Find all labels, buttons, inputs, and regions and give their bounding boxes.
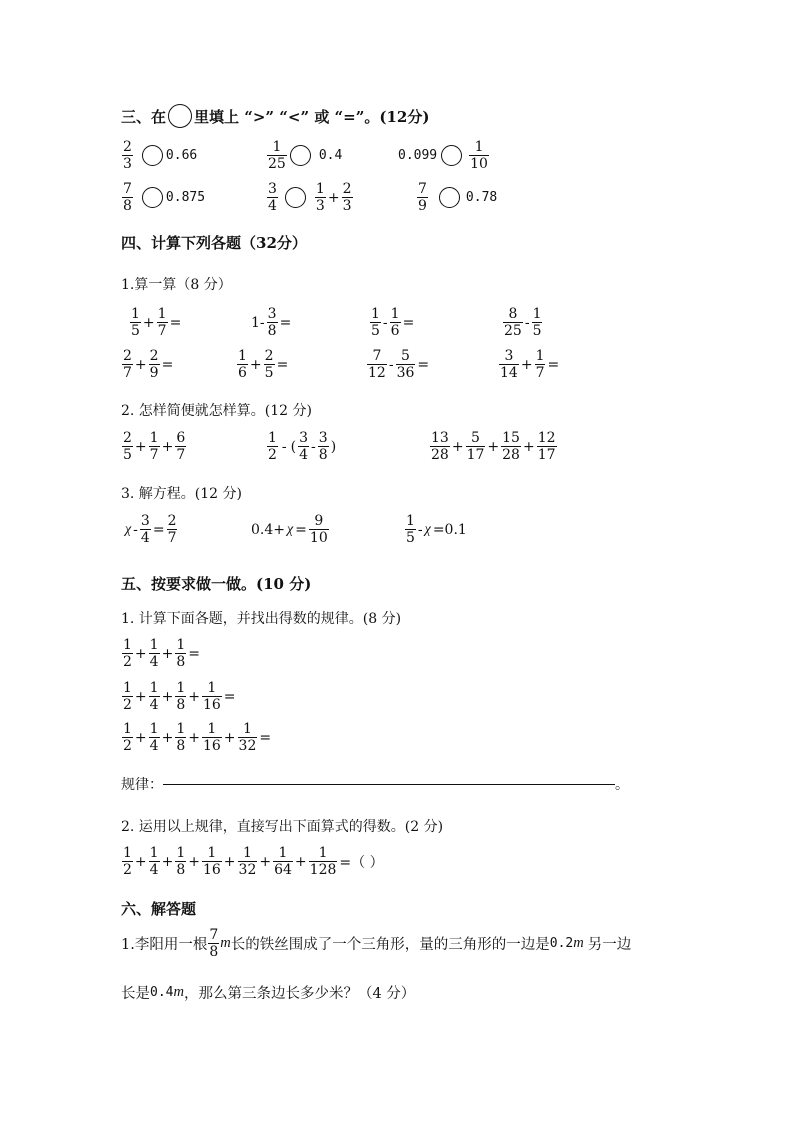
fraction <box>175 431 186 462</box>
denominator: 8 <box>209 944 219 960</box>
numerator: 5 <box>471 430 480 446</box>
denominator: 4 <box>299 447 309 463</box>
decimal-value: 0.66 <box>165 148 198 163</box>
pattern-row-2 <box>121 681 237 712</box>
fraction <box>309 514 329 545</box>
q1-text-d: 长是 <box>121 986 150 1002</box>
fraction <box>298 431 309 462</box>
operator: + <box>142 314 155 331</box>
denominator: 5 <box>532 323 542 339</box>
operator: + <box>188 688 200 705</box>
fraction <box>342 182 353 213</box>
simplify-item-1 <box>121 431 187 462</box>
fraction <box>208 928 219 959</box>
section-3-title <box>121 104 429 128</box>
part-1-heading: 1.算一算（8 分） <box>121 277 232 293</box>
denominator: 9 <box>149 365 159 381</box>
simplify-item-3 <box>429 431 558 462</box>
operator: + <box>188 729 200 746</box>
operator: + <box>259 853 272 870</box>
numerator: 1 <box>371 306 380 322</box>
operator: + <box>134 729 147 746</box>
fraction <box>149 846 160 877</box>
fraction <box>122 349 133 380</box>
answer-parentheses[interactable]: =（ ） <box>339 854 384 871</box>
denominator: 3 <box>315 198 325 214</box>
numerator: 3 <box>299 430 309 446</box>
blank-circle-icon <box>168 104 192 128</box>
denominator: 17 <box>466 447 485 463</box>
denominator: 128 <box>309 862 337 878</box>
numerator: 1 <box>123 721 132 737</box>
section-3-title-prefix: 三、在 <box>121 107 167 126</box>
operator: = <box>276 356 289 373</box>
numerator: 3 <box>318 430 328 446</box>
operator: 1- <box>251 314 265 331</box>
part-2-heading: 2. 怎样简便就怎样算。(12 分) <box>121 403 312 419</box>
fraction <box>149 638 160 669</box>
calc-item-4 <box>502 307 543 338</box>
denominator: 4 <box>149 862 159 878</box>
operator: = <box>161 356 174 373</box>
numerator: 1 <box>149 845 159 861</box>
answer-circle[interactable] <box>142 187 163 208</box>
denominator: 6 <box>390 323 400 339</box>
numerator: 2 <box>123 139 132 155</box>
q1-text-e: ，那么第三条边长多少米？（4 分） <box>183 986 416 1002</box>
operator: = <box>188 645 200 662</box>
denominator: 4 <box>149 654 159 670</box>
numerator: 1 <box>149 721 159 737</box>
denominator: 14 <box>500 365 518 381</box>
denominator: 3 <box>123 156 132 172</box>
fraction <box>370 307 381 338</box>
numerator: 2 <box>149 348 159 364</box>
s5-part-2-heading: 2. 运用以上规律，直接写出下面算式的得数。(2 分) <box>121 819 444 835</box>
fraction <box>469 140 489 171</box>
fraction <box>122 140 133 171</box>
denominator: 2 <box>123 862 132 878</box>
fraction <box>267 182 278 213</box>
operator: = <box>169 314 182 331</box>
denominator: 7 <box>167 530 177 546</box>
fraction <box>264 349 275 380</box>
unit-m: m <box>573 935 584 951</box>
fraction <box>238 846 258 877</box>
numerator: 1 <box>149 637 159 653</box>
fraction <box>405 514 416 545</box>
denominator: 7 <box>149 447 159 463</box>
operator: + <box>522 438 535 455</box>
denominator: 32 <box>238 738 257 754</box>
denominator: 4 <box>268 198 277 214</box>
operator: - <box>133 521 138 538</box>
denominator: 12 <box>368 365 386 381</box>
numerator: 1 <box>474 139 484 155</box>
fraction <box>122 182 133 213</box>
compare-item-3 <box>398 140 490 171</box>
numerator: 1 <box>242 721 252 737</box>
fraction <box>122 846 133 877</box>
fraction <box>237 349 248 380</box>
operator: + <box>134 356 147 373</box>
numerator: 1 <box>176 637 186 653</box>
denominator: 8 <box>176 654 186 670</box>
denominator: 5 <box>371 323 380 339</box>
fraction <box>318 431 329 462</box>
fraction <box>130 307 141 338</box>
denominator: 5 <box>123 447 132 463</box>
rule-answer-line[interactable] <box>163 783 615 785</box>
operator: = <box>547 356 560 373</box>
numerator: 1 <box>149 430 159 446</box>
operator: = <box>417 356 430 373</box>
fraction <box>175 722 186 753</box>
fraction <box>367 349 387 380</box>
denominator: 10 <box>470 156 488 172</box>
numerator: 1 <box>123 845 132 861</box>
fraction <box>238 722 258 753</box>
answer-circle[interactable] <box>290 145 311 166</box>
fraction <box>417 182 428 213</box>
numerator: 7 <box>123 181 132 197</box>
rule-period: 。 <box>615 777 629 793</box>
numerator: 1 <box>131 306 140 322</box>
part-3-heading: 3. 解方程。(12 分) <box>121 486 242 502</box>
operator: + <box>487 438 500 455</box>
operator: ) <box>330 438 337 455</box>
denominator: 6 <box>238 365 247 381</box>
fraction <box>267 307 278 338</box>
compare-item-4 <box>121 182 205 213</box>
fraction <box>501 431 521 462</box>
numerator: 9 <box>314 513 324 529</box>
operator: =0.1 <box>432 521 467 538</box>
simplify-item-2 <box>266 431 337 462</box>
answer-circle[interactable] <box>439 187 460 208</box>
operator: + <box>188 853 200 870</box>
denominator: 5 <box>131 323 140 339</box>
fraction <box>149 349 160 380</box>
operator: - <box>417 521 423 538</box>
denominator: 28 <box>502 447 520 463</box>
denominator: 4 <box>140 530 150 546</box>
denominator: 2 <box>123 738 132 754</box>
fraction <box>273 846 293 877</box>
fraction <box>532 307 543 338</box>
denominator: 7 <box>176 447 186 463</box>
operator: - <box>281 438 287 455</box>
compare-item-1 <box>121 140 197 171</box>
rule-label: 规律： <box>121 777 163 793</box>
denominator: 5 <box>406 530 415 546</box>
question-1-line-2 <box>121 982 415 1003</box>
numerator: 1 <box>242 845 252 861</box>
operator: = <box>402 314 415 331</box>
operator: - <box>311 438 316 455</box>
operator: = <box>223 688 236 705</box>
operator: + <box>161 853 174 870</box>
denominator: 16 <box>202 738 221 754</box>
pattern-row-1 <box>121 638 201 669</box>
fraction <box>267 431 278 462</box>
compare-item-5 <box>266 182 354 213</box>
fraction <box>202 681 222 712</box>
operator: ( <box>290 438 297 455</box>
equation-2 <box>250 514 330 545</box>
unit-m: m <box>173 984 184 1000</box>
compare-item-6 <box>416 182 497 213</box>
denominator: 3 <box>342 198 352 214</box>
fraction <box>175 681 186 712</box>
fraction <box>157 307 168 338</box>
numerator: 5 <box>401 348 410 364</box>
fraction <box>390 307 401 338</box>
fraction <box>122 638 133 669</box>
denominator: 25 <box>504 323 522 339</box>
calc-item-6 <box>236 349 289 380</box>
numerator: 1 <box>272 139 282 155</box>
denominator: 7 <box>123 365 132 381</box>
fraction <box>175 638 186 669</box>
denominator: 25 <box>268 156 286 172</box>
s5-part-1-heading: 1. 计算下面各题，并找出得数的规律。(8 分) <box>121 611 402 627</box>
operator: = <box>152 521 165 538</box>
operator: χ <box>424 521 431 537</box>
denominator: 16 <box>202 862 221 878</box>
numerator: 1 <box>318 845 328 861</box>
fraction <box>149 681 160 712</box>
q1-text-b: 长的铁丝围成了一个三角形，量的三角形的一边是 <box>230 937 550 953</box>
pattern-row-3 <box>121 722 272 753</box>
operator: = <box>295 521 307 538</box>
section-6-title: 六、解答题 <box>121 900 197 918</box>
denominator: 36 <box>396 365 415 381</box>
operator: + <box>451 438 464 455</box>
denominator: 4 <box>149 738 159 754</box>
operator: - <box>388 356 394 373</box>
equation-1 <box>124 514 178 545</box>
numerator: 1 <box>123 680 132 696</box>
plus-sign: + <box>327 189 340 206</box>
fraction <box>315 182 326 213</box>
fraction <box>503 307 523 338</box>
denominator: 64 <box>274 862 292 878</box>
numerator: 1 <box>176 845 186 861</box>
numerator: 2 <box>167 513 177 529</box>
numerator: 2 <box>123 430 132 446</box>
operator: + <box>294 853 307 870</box>
section-4-title: 四、计算下列各题（32分） <box>121 234 307 252</box>
calc-item-1 <box>129 307 182 338</box>
question-1-line-1 <box>121 928 631 959</box>
operator: + <box>134 853 147 870</box>
numerator: 7 <box>372 348 382 364</box>
operator: - <box>382 314 388 331</box>
operator: + <box>134 438 147 455</box>
operator: + <box>161 645 174 662</box>
fraction <box>267 140 287 171</box>
numerator: 13 <box>431 430 449 446</box>
denominator: 7 <box>157 323 167 339</box>
numerator: 2 <box>123 348 132 364</box>
answer-circle[interactable] <box>142 145 163 166</box>
numerator: 1 <box>535 348 545 364</box>
numerator: 7 <box>209 927 219 943</box>
fraction <box>175 846 186 877</box>
fraction <box>122 681 133 712</box>
fraction <box>149 722 160 753</box>
decimal-value: 0.78 <box>465 190 498 205</box>
denominator: 17 <box>537 447 556 463</box>
denominator: 9 <box>418 198 427 214</box>
numerator: 1 <box>157 306 167 322</box>
fraction <box>202 722 222 753</box>
operator: + <box>223 729 236 746</box>
denominator: 8 <box>267 323 277 339</box>
numerator: 12 <box>537 430 556 446</box>
denominator: 7 <box>535 365 545 381</box>
operator: + <box>161 438 174 455</box>
operator: = <box>259 729 272 746</box>
fraction <box>309 846 338 877</box>
fraction <box>396 349 416 380</box>
numerator: 1 <box>278 845 288 861</box>
operator: + <box>134 688 147 705</box>
numerator: 1 <box>532 306 542 322</box>
operator: + <box>249 356 262 373</box>
denominator: 4 <box>149 697 159 713</box>
numerator: 3 <box>140 513 150 529</box>
numerator: 1 <box>238 348 247 364</box>
fraction <box>122 431 133 462</box>
numerator: 3 <box>267 306 277 322</box>
operator: = <box>279 314 292 331</box>
operator: + <box>161 688 174 705</box>
numerator: 1 <box>176 680 186 696</box>
denominator: 8 <box>318 447 328 463</box>
fraction <box>140 514 151 545</box>
denominator: 10 <box>309 530 328 546</box>
operator: χ <box>125 521 132 537</box>
answer-circle[interactable] <box>285 187 306 208</box>
answer-circle[interactable] <box>441 145 462 166</box>
fraction <box>149 431 160 462</box>
numerator: 1 <box>207 721 217 737</box>
numerator: 1 <box>207 845 217 861</box>
numerator: 2 <box>264 348 274 364</box>
denominator: 2 <box>123 697 132 713</box>
operator: 0.4+ <box>251 521 285 538</box>
numerator: 8 <box>508 306 518 322</box>
calc-item-3 <box>369 307 415 338</box>
equation-3 <box>404 514 468 545</box>
operator: + <box>161 729 174 746</box>
numerator: 15 <box>502 430 520 446</box>
calc-item-2 <box>250 307 292 338</box>
operator: + <box>520 356 533 373</box>
denominator: 28 <box>431 447 449 463</box>
fraction <box>499 349 519 380</box>
numerator: 3 <box>504 348 514 364</box>
q1-text-c: 另一边 <box>587 937 632 953</box>
section-3-title-suffix: 里填上 “>” “<” 或 “=”。(12分) <box>194 107 430 126</box>
numerator: 2 <box>342 181 352 197</box>
denominator: 5 <box>264 365 274 381</box>
q1-text-a: 1.李阳用一根 <box>121 937 208 953</box>
denominator: 8 <box>176 862 186 878</box>
fraction <box>202 846 222 877</box>
q1-value-2: 0.4 <box>150 985 174 1000</box>
denominator: 2 <box>268 447 277 463</box>
section-5-title: 五、按要求做一做。(10 分) <box>121 575 312 593</box>
denominator: 32 <box>238 862 257 878</box>
denominator: 16 <box>202 697 221 713</box>
fraction <box>466 431 486 462</box>
numerator: 6 <box>176 430 186 446</box>
fraction <box>537 431 557 462</box>
operator: - <box>524 314 530 331</box>
operator: + <box>223 853 236 870</box>
numerator: 1 <box>390 306 400 322</box>
numerator: 1 <box>149 680 159 696</box>
q1-value-1: 0.2 <box>549 936 574 951</box>
fraction <box>167 514 178 545</box>
denominator: 8 <box>123 198 132 214</box>
operator: χ <box>287 521 294 537</box>
denominator: 8 <box>176 738 186 754</box>
numerator: 7 <box>418 181 427 197</box>
decimal-value: 0.099 <box>398 148 438 163</box>
fraction <box>535 349 546 380</box>
decimal-value: 0.4 <box>318 148 343 163</box>
calc-item-5 <box>121 349 174 380</box>
compare-item-2 <box>266 140 342 171</box>
long-sum <box>121 846 385 877</box>
unit-m: m <box>220 935 231 951</box>
operator: + <box>134 645 147 662</box>
rule-line <box>121 774 629 794</box>
numerator: 1 <box>207 680 217 696</box>
calc-item-7 <box>366 349 430 380</box>
numerator: 1 <box>176 721 186 737</box>
decimal-value: 0.875 <box>165 190 206 205</box>
denominator: 8 <box>176 697 186 713</box>
numerator: 1 <box>406 513 415 529</box>
fraction <box>122 722 133 753</box>
numerator: 1 <box>268 430 277 446</box>
calc-item-8 <box>498 349 560 380</box>
numerator: 1 <box>315 181 325 197</box>
numerator: 3 <box>268 181 277 197</box>
fraction <box>430 431 450 462</box>
numerator: 1 <box>123 637 132 653</box>
denominator: 2 <box>123 654 132 670</box>
